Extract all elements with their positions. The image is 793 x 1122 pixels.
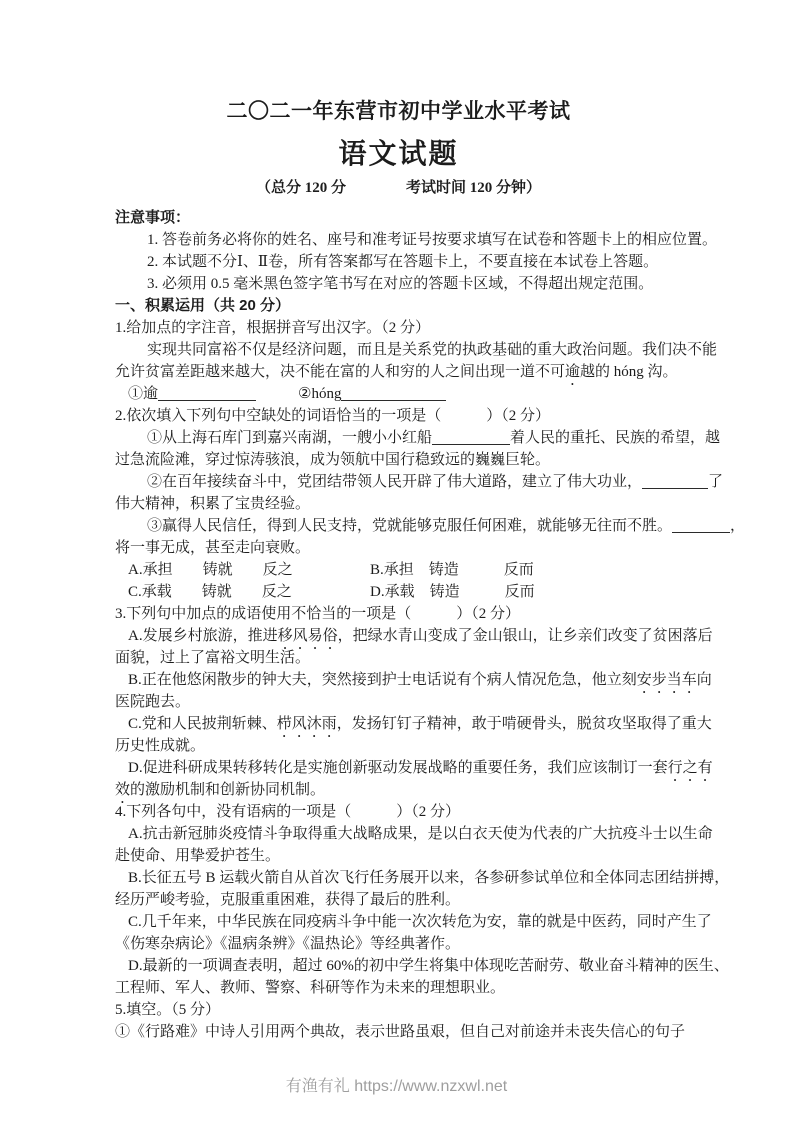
text-segment: 4.下列各句中，没有语病的一项是（ ）（2 分）: [115, 804, 461, 820]
q3-option-c-line-1: [115, 713, 712, 735]
q4-option-c-line-1: [115, 911, 712, 933]
text-segment: 越的 hóng 沟。: [580, 364, 678, 380]
q3-option-a-line-2: [115, 647, 682, 669]
text-segment: C.党和人民披荆斩棘、: [128, 716, 277, 732]
text-segment: ，发扬钉钉子精神，敢于啃硬骨头，脱贫攻坚取得了重大: [336, 716, 712, 732]
text-segment: ②在百年接续奋斗中，党团结带领人民开辟了伟大道路，建立了伟大功业，: [147, 474, 643, 490]
q4-option-b-line-1: [115, 867, 730, 889]
text-segment: D.承载 铸造 反而: [370, 584, 535, 600]
text-segment: B.正在他悠闲散步的钟大夫，突然接到护士电话说有个病人情况危急，他立刻: [128, 672, 637, 688]
exam-session-title: 二〇二一年东营市初中学业水平考试: [226, 100, 571, 123]
text-segment: C.几千年来，中华民族在同疫病斗争中能一次次转危为安，靠的就是中医药，同时产生了: [128, 914, 712, 930]
q4-option-a-line-2: [115, 845, 682, 867]
text-segment: A.抗击新冠肺炎疫情斗争取得重大战略成果，是以白衣天使为代表的广大抗疫斗士以生命: [128, 826, 713, 842]
q3-stem: [115, 603, 682, 625]
q2-stem: [115, 405, 682, 427]
q4-option-a-line-1: [115, 823, 713, 845]
text-segment: 将一事无成，甚至走向衰败。: [115, 540, 311, 556]
text-segment: 向: [696, 672, 712, 688]
text-segment: 面貌，过上了富裕文明生活。: [115, 650, 311, 666]
q2-item-3-line-2: [115, 537, 682, 559]
text-segment: 了: [708, 474, 724, 490]
text-segment: 一、积累运用（共 20 分）: [115, 297, 291, 314]
q5-stem: [115, 999, 682, 1021]
text-segment: 1.给加点的字注音，根据拼音写出汉字。（2 分）: [115, 320, 431, 336]
q1-answer-blanks: [115, 383, 682, 405]
text-segment: C.承载 铸就 反之: [128, 584, 292, 600]
q2-item-2-line-1: [115, 471, 724, 493]
text-segment: 注意事项：: [115, 209, 191, 226]
q2-item-2-line-2: [115, 493, 682, 515]
emphasis-dotted-text: 安步当车: [636, 672, 697, 688]
text-segment: 实现共同富裕不仅是经济问题，而且是关系党的执政基础的重大政治问题。我们决不能: [147, 342, 718, 358]
q3-option-d-line-2: [115, 779, 682, 801]
q3-option-a-line-1: [115, 625, 713, 647]
page-content: [115, 97, 746, 1043]
text-segment: 3.下列句中加点的成语使用不恰当的一项是（ ）（2 分）: [115, 606, 521, 622]
notice-heading: [115, 207, 682, 229]
notice-item-1: [115, 229, 718, 251]
emphasis-dotted-text: 移风易俗: [277, 628, 338, 644]
text-segment: 3. 必须用 0.5 毫米黑色签字笔书写在对应的答题卡区域，不得超出规定范围。: [147, 276, 654, 292]
text-segment: ①逾: [128, 386, 159, 402]
text-segment: A.发展乡村旅游，推进: [128, 628, 278, 644]
emphasis-dotted-text: 栉风沐雨: [276, 716, 337, 732]
q3-option-d-line-1: [115, 757, 713, 779]
text-segment: 2. 本试题不分Ⅰ、Ⅱ卷，所有答案都写在答题卡上，不要直接在本试卷上答题。: [147, 254, 659, 270]
text-segment: 《伤寒杂病论》《温病条辨》《温热论》等经典著作。: [115, 936, 461, 952]
text-segment: ①从上海石库门到嘉兴南湖，一艘小小红船: [147, 430, 433, 446]
q2-item-1-line-2: [115, 449, 682, 471]
answer-blank: [642, 475, 708, 489]
text-segment: 赴使命、用挚爱护苍生。: [115, 848, 281, 864]
answer-blank: [158, 387, 256, 401]
text-segment: ③赢得人民信任，得到人民支持，党就能够克服任何困难，就能够无往而不胜。: [147, 518, 673, 534]
text-segment: D.最新的一项调查表明，超过 60%的初中学生将集中体现吃苦耐劳、敬业奋斗精神的医生、: [128, 958, 729, 974]
q4-stem: [115, 801, 682, 823]
text-segment: B.承担 铸造 反而: [370, 562, 534, 578]
text-segment: 过急流险滩，穿过惊涛骇浪，成为领航中国行稳致远的巍巍巨轮。: [115, 452, 551, 468]
text-segment: 经历严峻考验，克服重重困难，获得了最后的胜利。: [115, 892, 461, 908]
text-segment: 工程师、军人、教师、警察、科研等作为未来的理想职业。: [115, 980, 506, 996]
emphasis-dotted-text: 行之有: [667, 760, 713, 776]
text-segment: 的激励机制和创新协同机制。: [130, 782, 326, 798]
text-segment: ②hóng: [298, 386, 342, 402]
answer-blank: [672, 519, 730, 533]
q4-option-d-line-1: [115, 955, 729, 977]
text-segment: 1. 答卷前务必将你的姓名、座号和准考证号按要求填写在试卷和答题卡上的相应位置。: [147, 232, 718, 248]
text-segment: B.长征五号 B 运载火箭自从首次飞行任务展开以来，各参研参试单位和全体同志团结拼搏，: [128, 870, 730, 886]
text-segment: D.促进科研成果转移转化是实施创新驱动发展战略的重要任务，我们应该制订一套: [128, 760, 668, 776]
text-segment: 5.填空。（5 分）: [115, 1002, 221, 1018]
text-segment: A.承担 铸就 反之: [128, 562, 293, 578]
score-and-time-info: （总分 120 分 考试时间 120 分钟）: [255, 180, 541, 196]
emphasis-dotted-text: 效: [115, 782, 131, 798]
notice-item-3: [115, 273, 682, 295]
text-segment: 伟大精神，积累了宝贵经验。: [115, 496, 311, 512]
q2-item-1-line-1: [115, 427, 721, 449]
q4-option-d-line-2: [115, 977, 682, 999]
q1-passage-line-2: [115, 361, 682, 383]
text-segment: ，: [730, 518, 746, 534]
answer-blank: [432, 431, 510, 445]
text-segment: ①《行路难》中诗人引用两个典故，表示世路虽艰，但自己对前途并未丧失信心的句子: [115, 1024, 686, 1040]
text-segment: 医院跑去。: [115, 694, 191, 710]
q2-item-3-line-1: [115, 515, 746, 537]
q4-option-b-line-2: [115, 889, 682, 911]
q4-option-c-line-2: [115, 933, 682, 955]
watermark-footer: 有渔有礼 https://www.nzxwl.net: [285, 1078, 508, 1095]
text-segment: 2.依次填入下列句中空缺处的词语恰当的一项是（ ）（2 分）: [115, 408, 551, 424]
text-segment: 允许贫富差距越来越大，决不能在富的人和穷的人之间出现一道不可: [115, 364, 566, 380]
q5-item-1: [115, 1021, 686, 1043]
q3-option-c-line-2: [115, 735, 682, 757]
text-segment: 着人民的重托、民族的希望，越: [510, 430, 721, 446]
text-segment: ，把绿水青山变成了金山银山，让乡亲们改变了贫困落后: [337, 628, 713, 644]
q1-stem: [115, 317, 682, 339]
subject-title: 语文试题: [338, 138, 459, 169]
section-1-heading: [115, 295, 682, 317]
document-body: [115, 207, 746, 1043]
answer-blank: [341, 387, 446, 401]
q3-option-b-line-2: [115, 691, 682, 713]
q2-options-row-1: [115, 559, 682, 581]
q1-passage-line-1: [115, 339, 718, 361]
notice-item-2: [115, 251, 682, 273]
emphasis-dotted-text: 逾: [565, 364, 581, 380]
q3-option-b-line-1: [115, 669, 712, 691]
text-segment: 历史性成就。: [115, 738, 206, 754]
q2-options-row-2: [115, 581, 682, 603]
